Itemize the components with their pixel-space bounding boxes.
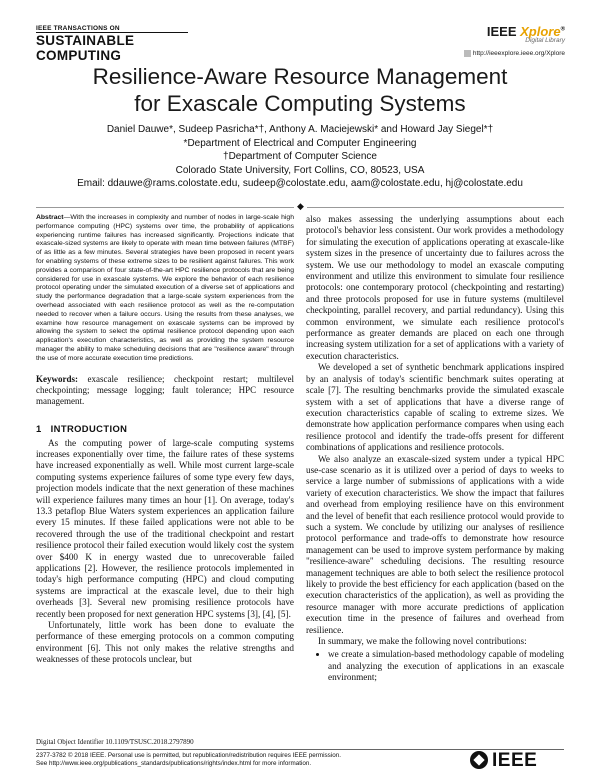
intro-paragraph-3: also makes assessing the underlying assumptions about each protocol's behavior less consistent. Our work provides a methodology for simulating the execution of applications operating at exascale-like system sizes in the presence of uncertainty due to failures across the system. We use our methodology to model an exascale computing environment and utilize this environment to simulate four resilience protocols: one contemporary protocol (checkpointing and restarting) and three protocols proposed for use in future systems (multilevel checkpointing, parallel recovery, and partial redundancy). Using this common environment, we simulate each resilience protocol's performance as greater demands are placed on each one through increasing system utilization for a set of applications with a variety of execution characteristics. xyxy=(306,214,564,361)
xplore-url-text[interactable]: http://ieeexplore.ieee.org/Xplore xyxy=(472,50,565,58)
abstract-text: —With the increases in complexity and number of nodes in large-scale high performance computing (HPC) systems over time, the probability of applications experiencing runtime failures has increased significantly. Projections indicate that exascale-sized systems are likely to operate with mean time between failures (MTBF) of as little as a few minutes. Several strategies have been proposed in recent years for enabling systems of these extreme sizes to be resilient against failures. This work provides a comparison of four state-of-the-art HPC resilience protocols that are being considered for use in exascale systems. We explore the behavior of each resilience protocol operating under the simulated execution of a diverse set of applications and study the performance degradation that a large-scale system experiences from the overhead associated with each resilience protocol as well as the re-computation needed to recover when a failure occurs. Using the results from these analyses, we examine how resource management on exascale systems can be improved by allowing the system to select the optimal resilience protocol depending upon each application's execution characteristics, as well as providing the system resource manager the ability to make scheduling decisions that are "resilience aware" through the use of more accurate execution time predictions. xyxy=(36,214,294,362)
university: Colorado State University, Fort Collins, CO, 80523, USA xyxy=(175,164,425,176)
intro-paragraph-5: We also analyze an exascale-sized system under a typical HPC use-case scenario as it is utilized over a period of days to weeks to service a large number of submissions of applications with a wide variety of execution characteristics. We show the impact that failures and overhead from employing resilience have on this environment and the level of benefit that each resilience protocol would provide to such a system. We conclude by utilizing our analyses of resilience protocol performance and trade-offs to demonstrate how resource management can be used to improve system performance by making "resilience-aware" scheduling decisions. The resulting resource management techniques are able to both select the resilience protocol likely to provide the best efficiency for each application (based on the execution characteristics of the application), as well as providing the resource manager with more accurate predictions of application execution time in the presence of failures and overhead from resilience. xyxy=(306,453,564,635)
journal-name: SUSTAINABLE COMPUTING xyxy=(36,33,135,63)
title-line-1: Resilience-Aware Resource Management xyxy=(92,64,508,89)
left-column xyxy=(36,214,294,666)
divider-diamond-icon: ◆ xyxy=(294,202,307,212)
contribution-list xyxy=(306,649,564,683)
copyright-line-2: See http://www.ieee.org/publications_standards/publications/rights/index.html for more information. xyxy=(36,760,312,767)
right-column xyxy=(306,214,564,684)
list-item: • we create a simulation-based methodology capable of modeling and analyzing the execution of applications in an exascale environment; xyxy=(328,649,564,683)
journal-header xyxy=(36,25,188,63)
author-emails: Email: ddauwe@rams.colostate.edu, sudeep@colostate.edu, aam@colostate.edu, hj@colostate.edu xyxy=(77,178,523,190)
department-cs: †Department of Computer Science xyxy=(223,151,377,163)
abstract-label: Abstract xyxy=(36,214,64,221)
paper-title xyxy=(30,63,570,117)
department-ece: *Department of Electrical and Computer Engineering xyxy=(183,137,417,149)
author-list: Daniel Dauwe*, Sudeep Pasricha*†, Anthony A. Maciejewski* and Howard Jay Siegel*† xyxy=(106,124,494,135)
xplore-url[interactable] xyxy=(420,50,565,57)
journal-series: IEEE TRANSACTIONS ON xyxy=(36,25,188,33)
section-heading-introduction xyxy=(36,423,294,434)
xplore-brand-main: IEEE xyxy=(486,24,517,39)
intro-paragraph-6: In summary, we make the following novel contributions: xyxy=(318,636,527,647)
link-icon xyxy=(464,50,471,57)
title-line-2: for Exascale Computing Systems xyxy=(134,91,466,116)
intro-paragraph-2: Unfortunately, little work has been done to evaluate the performance of these emerging protocols on a common computing environment [6]. This not only makes the relative strengths and weaknesses of these protocols unclear, but xyxy=(36,620,294,665)
copyright-line-1: 2377-3782 © 2018 IEEE. Personal use is permitted, but republication/redistribution requires IEEE permission. xyxy=(36,752,341,759)
keywords-label: Keywords: xyxy=(36,373,78,384)
xplore-brand-x: Xplore xyxy=(520,24,561,39)
author-block xyxy=(30,123,570,191)
xplore-registered-mark: ® xyxy=(560,26,565,33)
ieee-xplore-logo xyxy=(455,24,565,44)
doi: Digital Object Identifier 10.1109/TSUSC.2018.2797890 xyxy=(36,738,194,746)
ieee-seal-icon xyxy=(470,751,488,769)
abstract xyxy=(36,214,294,364)
copyright-notice xyxy=(36,752,436,768)
ieee-logo xyxy=(470,750,564,772)
intro-paragraph-1: As the computing power of large-scale computing systems increases exponentially over time, the failure rates of these systems have increased exponentially as well. While most current large-scale computing systems experience failures of some type every few days, projection models indicate that the next generation of these machines will experience failures many times an hour [1]. On average, today's 13.3 petaflop Blue Waters system experiences an application failure every 15 minutes. If these failed applications were not able to be recovered through the use of the traditional checkpoint and restart resilience protocol their failed execution would likely cost the system over $400 K in energy wasted due to unrecoverable failed applications [2]. However, the resilience protocols implemented in today's high performance computing (HPC) and cloud computing systems are impractical at the exascale level, due to their high overheads [3]. Several new promising resilience protocols have recently been proposed for next generation HPC systems [3], [4], [5]. xyxy=(36,437,294,619)
section-number: 1 xyxy=(36,422,42,434)
keywords-text: exascale resilience; checkpoint restart; multilevel checkpointing; message logging; fault tolerance; HPC resource management. xyxy=(36,373,294,406)
xplore-subtitle: Digital Library xyxy=(525,37,565,44)
ieee-logo-text: IEEE xyxy=(492,750,538,771)
intro-paragraph-4: We developed a set of synthetic benchmark applications inspired by an analysis of today's scientific benchmark suites operating at scale [7]. The resulting benchmarks provide the simulated exascale system with a set of applications that have a diverse range of execution characteristics capable of scaling to extreme sizes. We demonstrate how application performance compares when using each resilience protocol and identify the trade-offs present for different combinations of applications and resilience protocols. xyxy=(306,362,564,453)
section-title: INTRODUCTION xyxy=(50,422,128,434)
keywords xyxy=(36,374,294,407)
